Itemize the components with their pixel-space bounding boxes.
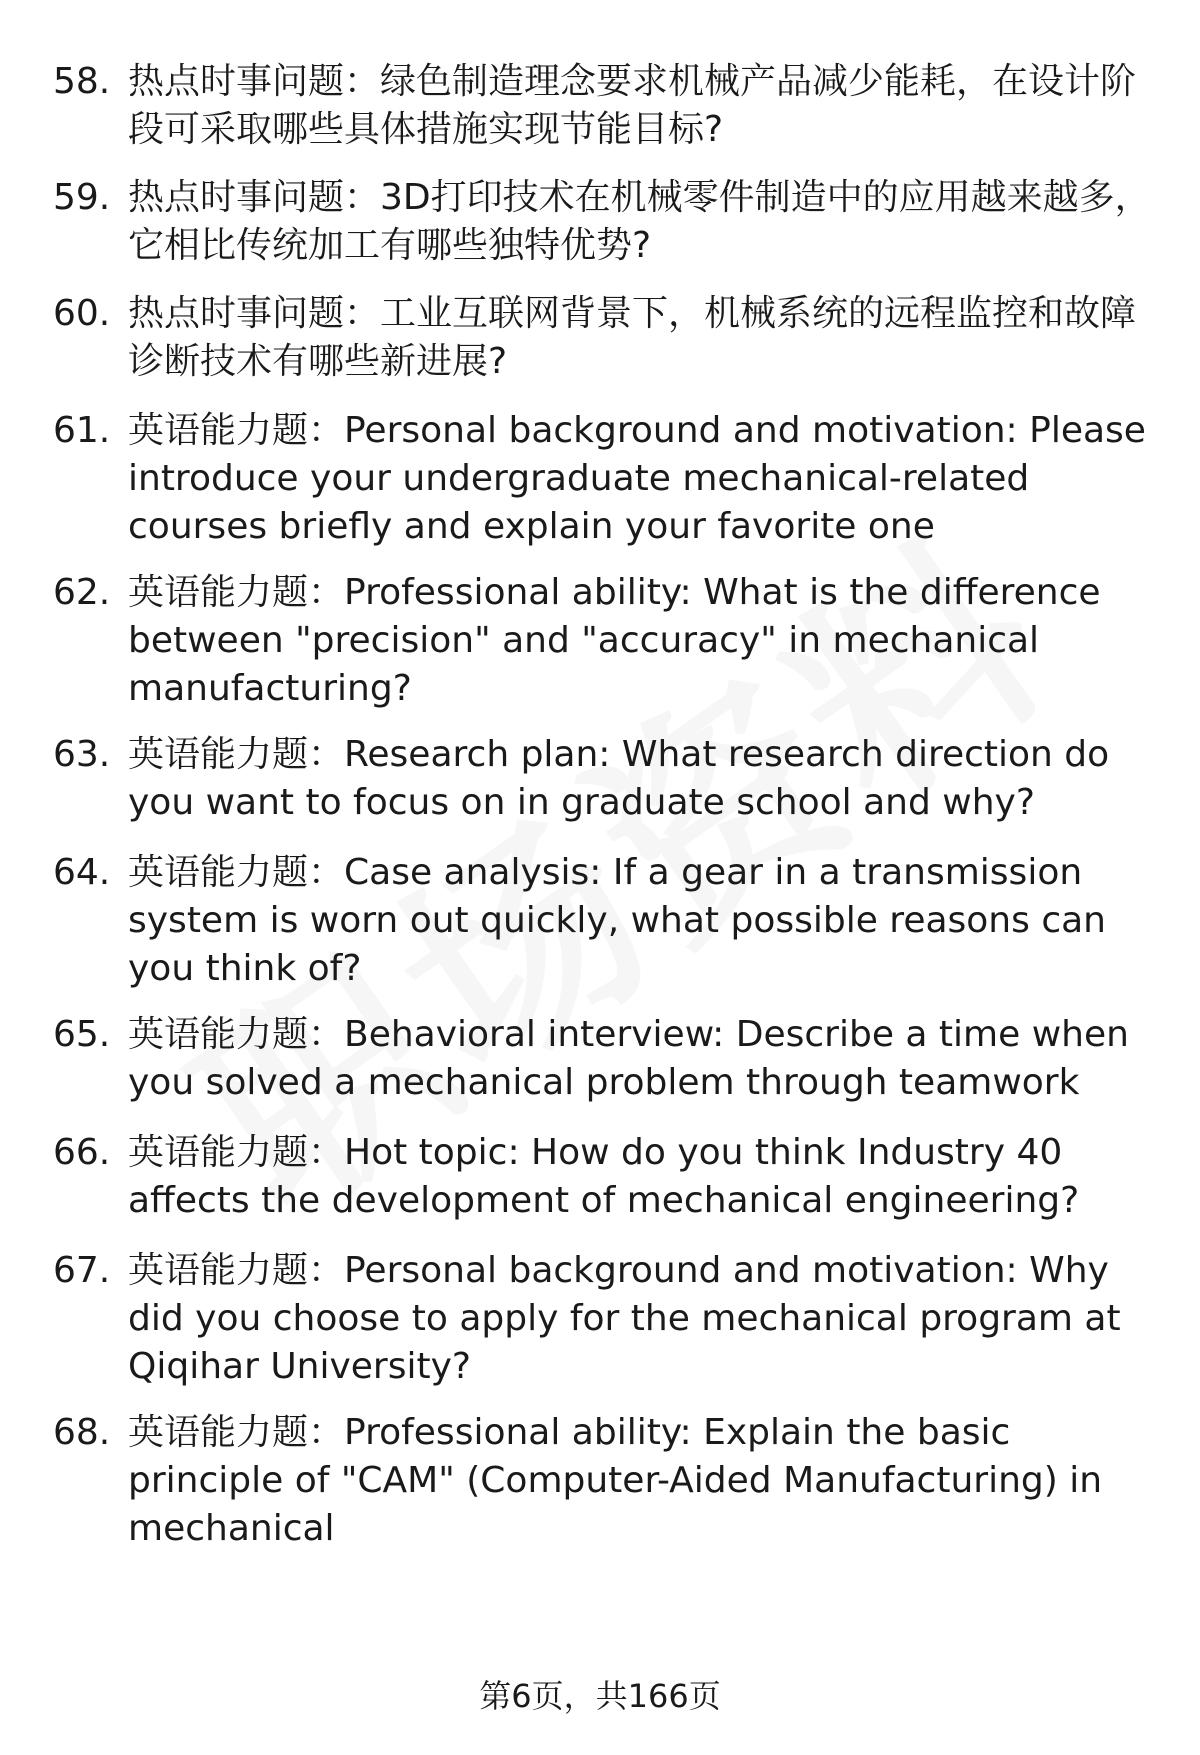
question-number: 58.: [53, 61, 111, 102]
question-text: 英语能力题：Personal background and motivation: Please introduce your undergraduate mechanical-related courses briefly and explain your favorite one: [128, 410, 1146, 547]
question-text: 英语能力题：Professional ability: Explain the basic principle of "CAM" (Computer-Aided Manufacturing) in mechanical: [128, 1412, 1103, 1549]
question-text: 英语能力题：Hot topic: How do you think Industry 40 affects the development of mechanical engineering?: [128, 1132, 1080, 1221]
question-text: 英语能力题：Case analysis: If a gear in a transmission system is worn out quickly, what possible reasons can you think of?: [128, 852, 1106, 989]
page-footer: 第6页，共166页: [479, 1677, 721, 1715]
question-number: 67.: [53, 1250, 111, 1291]
question-text: 热点时事问题：绿色制造理念要求机械产品减少能耗，在设计阶段可采取哪些具体措施实现节能目标?: [128, 61, 1137, 150]
question-number: 65.: [53, 1014, 111, 1055]
question-text: 英语能力题：Personal background and motivation: Why did you choose to apply for the mechanical program at Qiqihar University?: [128, 1250, 1121, 1387]
question-number: 66.: [53, 1132, 111, 1173]
question-number: 63.: [53, 734, 111, 775]
question-number: 61.: [53, 410, 111, 451]
question-number: 68.: [53, 1412, 111, 1453]
question-number: 59.: [53, 177, 111, 218]
question-text: 热点时事问题：工业互联网背景下，机械系统的远程监控和故障诊断技术有哪些新进展?: [128, 293, 1137, 382]
question-text: 英语能力题：Behavioral interview: Describe a time when you solved a mechanical problem through teamwork: [128, 1014, 1129, 1103]
question-text: 英语能力题：Professional ability: What is the difference between "precision" and "accuracy" in mechanical manufacturing?: [128, 572, 1101, 709]
question-text: 英语能力题：Research plan: What research direction do you want to focus on in graduate school and why?: [128, 734, 1110, 823]
question-number: 60.: [53, 293, 111, 334]
question-number: 64.: [53, 852, 111, 893]
question-number: 62.: [53, 572, 111, 613]
question-text: 热点时事问题：3D打印技术在机械零件制造中的应用越来越多，它相比传统加工有哪些独特优势?: [128, 177, 1151, 266]
